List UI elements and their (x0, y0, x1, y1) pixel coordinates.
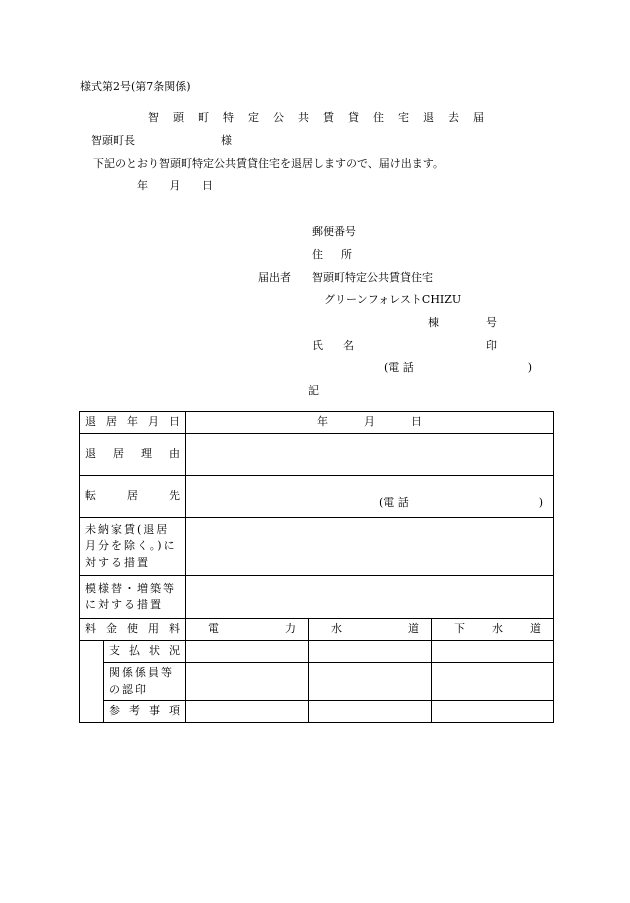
modification-cell[interactable] (186, 576, 554, 619)
form-number: 様式第2号(第7条関係) (80, 80, 191, 93)
utility-label: 料金使用料 (80, 619, 186, 641)
document-title: 智頭町特定公共賃貸住宅退去届 (148, 111, 498, 124)
utility-col-electricity: 電力 (186, 619, 309, 641)
date-day: 日 (411, 415, 423, 429)
new-phone-open: (電 話 (379, 496, 409, 510)
new-phone (379, 495, 543, 512)
move-out-date-label: 退居年月日 (80, 412, 186, 434)
table-row (80, 434, 554, 476)
ki-label: 記 (308, 384, 319, 397)
table-row (80, 701, 554, 723)
staff-seal-sewer-cell[interactable] (432, 663, 554, 701)
phone-close: ) (527, 361, 532, 374)
payment-sewer-cell[interactable] (432, 641, 554, 663)
applicant-phone[interactable] (384, 362, 532, 373)
notes-sewer-cell[interactable] (432, 701, 554, 723)
reason-label: 退居理由 (80, 434, 186, 476)
date-fields (191, 414, 548, 431)
indent-cell (80, 701, 104, 723)
applicant-label: 届出者 (258, 271, 291, 284)
date-month: 月 (364, 415, 376, 429)
building-label[interactable]: 棟 (428, 316, 439, 329)
unpaid-rent-label: 未納家賃(退居月分を除く。)に対する措置 (80, 518, 186, 576)
postal-code-label: 郵便番号 (312, 225, 356, 238)
move-out-date-cell[interactable] (186, 412, 554, 434)
seal-label: 印 (486, 339, 497, 352)
move-out-table (79, 411, 554, 723)
table-row (80, 576, 554, 619)
table-row (80, 619, 554, 641)
notes-water-cell[interactable] (309, 701, 432, 723)
unpaid-rent-cell[interactable] (186, 518, 554, 576)
table-row (80, 412, 554, 434)
table-row (80, 476, 554, 518)
table-row (80, 518, 554, 576)
payment-water-cell[interactable] (309, 641, 432, 663)
utility-col-sewer: 下水道 (432, 619, 554, 641)
complex-name: グリーンフォレストCHIZU (324, 293, 462, 306)
reason-cell[interactable] (186, 434, 554, 476)
modification-label: 模様替・増築等に対する措置 (80, 576, 186, 619)
addressee: 智頭町長 (91, 134, 135, 147)
indent-cell (80, 663, 104, 701)
submission-date[interactable]: 年 月 日 (137, 179, 213, 192)
intro-text: 下記のとおり智頭町特定公共賃貸住宅を退居しますので、届け出ます。 (93, 157, 444, 170)
new-address-label: 転居先 (80, 476, 186, 518)
phone-open: (電 話 (384, 361, 414, 374)
table-row (80, 663, 554, 701)
indent-cell (80, 641, 104, 663)
applicant-address-value: 智頭町特定公共賃貸住宅 (312, 271, 433, 284)
addressee-honorific: 様 (221, 134, 232, 147)
room-number-label[interactable]: 号 (486, 316, 497, 329)
table-row (80, 641, 554, 663)
notes-electricity-cell[interactable] (186, 701, 309, 723)
payment-electricity-cell[interactable] (186, 641, 309, 663)
notes-label: 参考事項 (104, 701, 186, 723)
new-phone-close: ) (538, 496, 543, 510)
staff-seal-label: 関係係員等の認印 (104, 663, 186, 701)
payment-status-label: 支払状況 (104, 641, 186, 663)
staff-seal-electricity-cell[interactable] (186, 663, 309, 701)
new-address-cell[interactable] (186, 476, 554, 518)
staff-seal-water-cell[interactable] (309, 663, 432, 701)
name-label[interactable]: 氏名 (312, 339, 374, 352)
date-year: 年 (317, 415, 329, 429)
address-label: 住所 (312, 248, 370, 261)
utility-col-water: 水道 (309, 619, 432, 641)
